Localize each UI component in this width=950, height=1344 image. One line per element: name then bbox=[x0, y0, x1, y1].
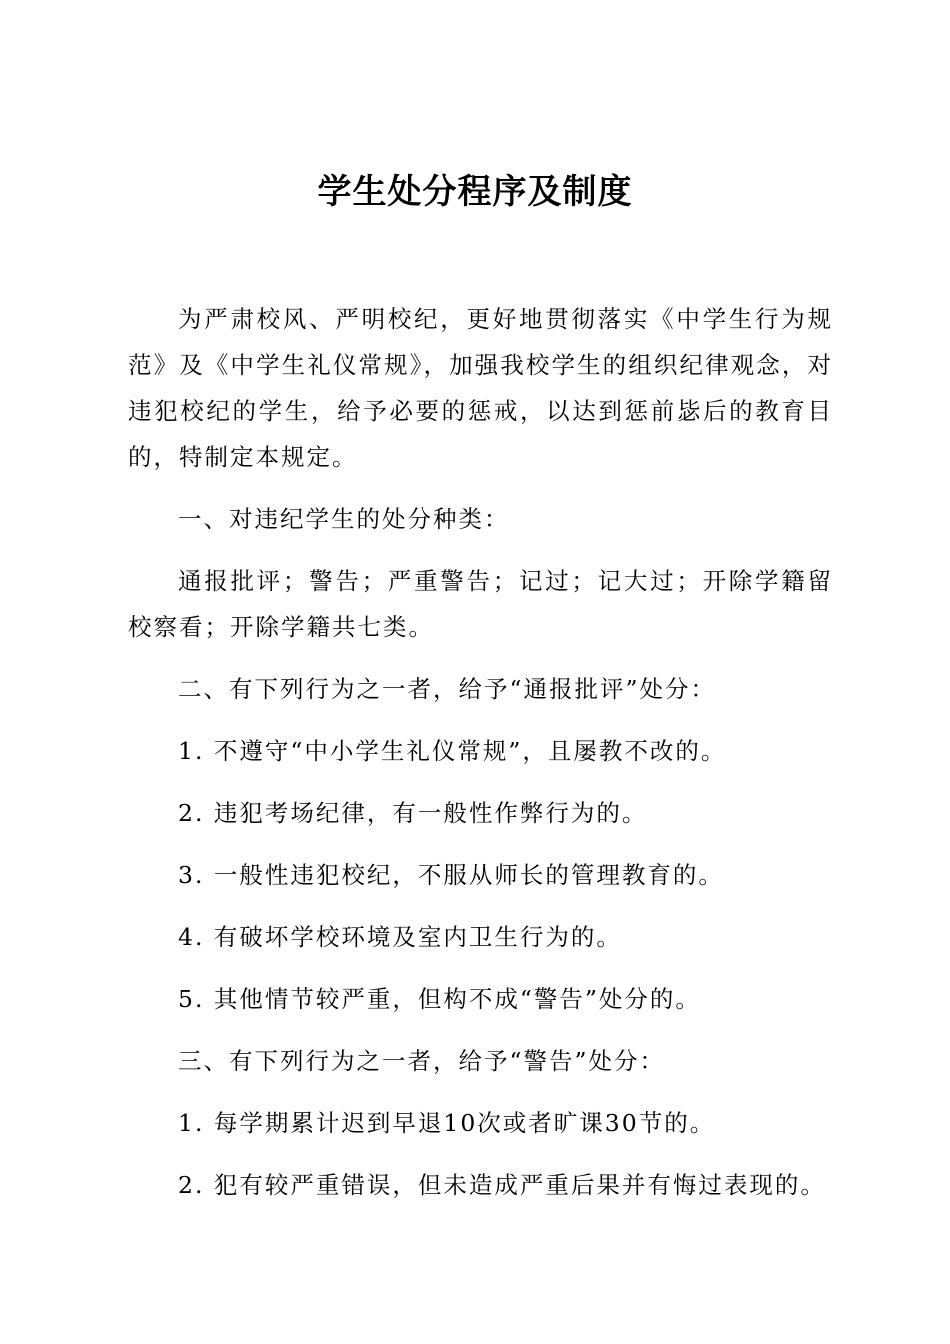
list-item-2-5: 5. 其他情节较严重，但构不成“警告”处分的。 bbox=[178, 985, 701, 1013]
paragraph-section-3-heading: 三、有下列行为之一者，给予“警告”处分： bbox=[178, 1047, 666, 1075]
list-item-2-4: 4. 有破坏学校环境及室内卫生行为的。 bbox=[178, 923, 622, 951]
document-body bbox=[128, 296, 833, 1224]
paragraph-section-1-content: 通报批评；警告；严重警告；记过；记大过；开除学籍留校察看；开除学籍共七类。 bbox=[128, 567, 833, 641]
paragraph-section-1-heading: 一、对违纪学生的处分种类： bbox=[178, 505, 510, 533]
list-item-3-2: 2. 犯有较严重错误，但未造成严重后果并有悔过表现的。 bbox=[178, 1171, 826, 1199]
list-item-2-2: 2. 违犯考场纪律，有一般性作弊行为的。 bbox=[178, 799, 648, 827]
document-title: 学生处分程序及制度 bbox=[317, 172, 633, 212]
paragraph-section-2-heading: 二、有下列行为之一者，给予“通报批评”处分： bbox=[178, 675, 717, 703]
paragraph-intro: 为严肃校风、严明校纪，更好地贯彻落实《中学生行为规范》及《中学生礼仪常规》，加强我校学生的组织纪律观念，对违犯校纪的学生，给予必要的惩戒，以达到惩前毖后的教育目的，特制定本规定。 bbox=[128, 305, 833, 471]
list-item-2-1: 1. 不遵守“中小学生礼仪常规”，且屡教不改的。 bbox=[178, 737, 727, 765]
list-item-2-3: 3. 一般性违犯校纪，不服从师长的管理教育的。 bbox=[178, 861, 724, 889]
list-item-3-1: 1. 每学期累计迟到早退10次或者旷课30节的。 bbox=[178, 1109, 716, 1137]
